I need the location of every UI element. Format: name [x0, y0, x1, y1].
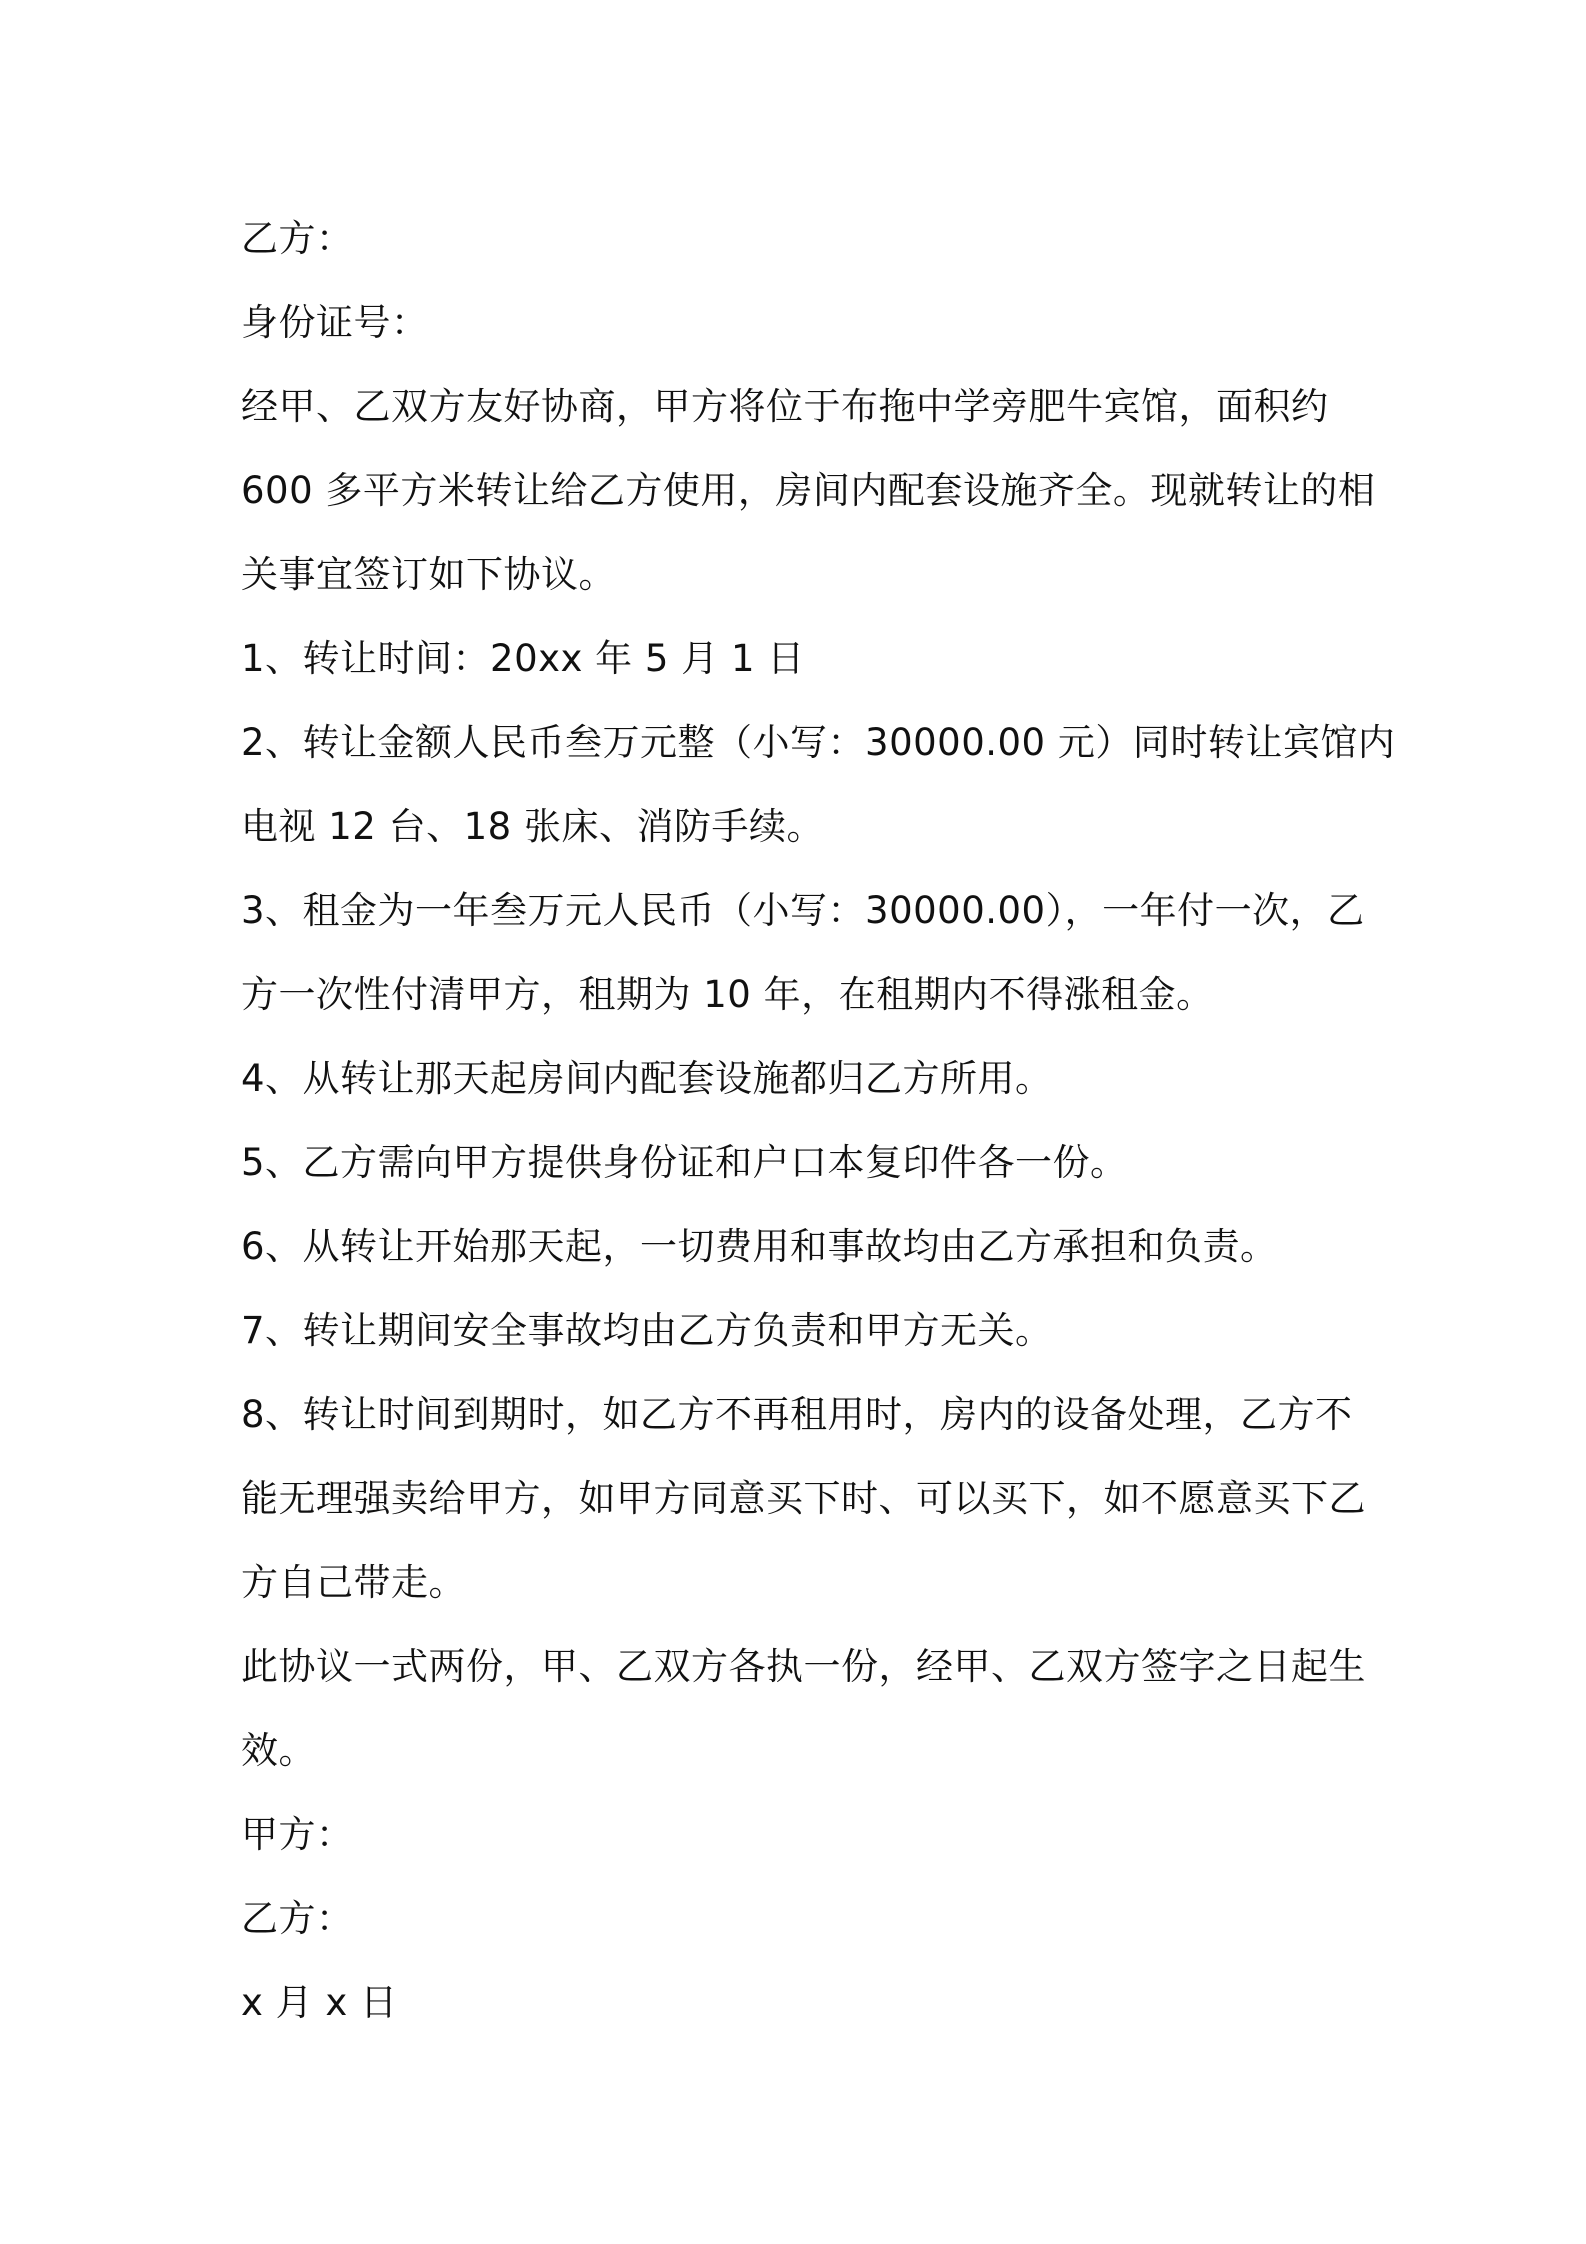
id-number-label: 身份证号：: [241, 301, 429, 344]
agreement-text: [241, 197, 1396, 2045]
clause-2-line-1: 2、转让金额人民币叁万元整（小写：30000.00 元）同时转让宾馆内: [241, 721, 1396, 764]
clause-3-line-2: 方一次性付清甲方，租期为 10 年，在租期内不得涨租金。: [241, 973, 1214, 1016]
closing-paragraph-line-2: 效。: [241, 1729, 316, 1772]
clause-5: 5、乙方需向甲方提供身份证和户口本复印件各一份。: [241, 1141, 1128, 1184]
clause-8-line-3: 方自己带走。: [241, 1561, 466, 1604]
closing-paragraph-line-1: 此协议一式两份，甲、乙双方各执一份，经甲、乙双方签字之日起生: [241, 1645, 1366, 1688]
party-b-label: 乙方：: [241, 217, 354, 260]
clause-7: 7、转让期间安全事故均由乙方负责和甲方无关。: [241, 1309, 1053, 1352]
party-b-signature-label: 乙方：: [241, 1897, 354, 1940]
party-a-signature-label: 甲方：: [241, 1813, 354, 1856]
intro-paragraph-line-3: 关事宜签订如下协议。: [241, 553, 616, 596]
clause-6: 6、从转让开始那天起，一切费用和事故均由乙方承担和负责。: [241, 1225, 1278, 1268]
clause-1: 1、转让时间：20xx 年 5 月 1 日: [241, 637, 805, 680]
intro-paragraph-line-1: 经甲、乙双方友好协商，甲方将位于布拖中学旁肥牛宾馆，面积约: [241, 385, 1329, 428]
clause-2-line-2: 电视 12 台、18 张床、消防手续。: [241, 805, 824, 848]
clause-8-line-1: 8、转让时间到期时，如乙方不再租用时，房内的设备处理，乙方不: [241, 1393, 1353, 1436]
clause-8-line-2: 能无理强卖给甲方，如甲方同意买下时、可以买下，如不愿意买下乙: [241, 1477, 1366, 1520]
clause-3-line-1: 3、租金为一年叁万元人民币（小写：30000.00），一年付一次，乙: [241, 889, 1365, 932]
intro-paragraph-line-2: 600 多平方米转让给乙方使用，房间内配套设施齐全。现就转让的相: [241, 469, 1376, 512]
date-line: x 月 x 日: [241, 1981, 398, 2024]
clause-4: 4、从转让那天起房间内配套设施都归乙方所用。: [241, 1057, 1053, 1100]
